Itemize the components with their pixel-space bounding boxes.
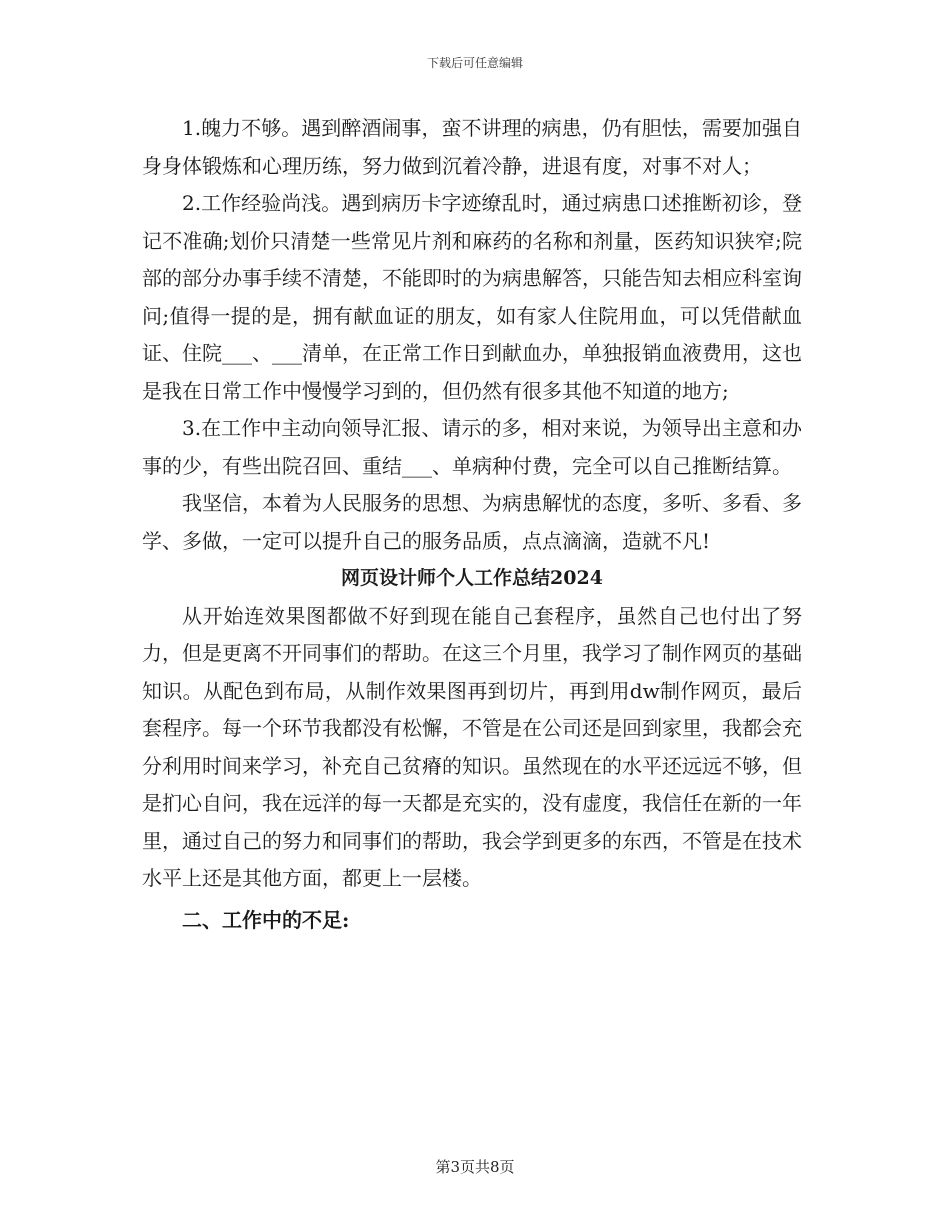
paragraph-item-1: 1.魄力不够。遇到醉酒闹事，蛮不讲理的病患，仍有胆怯，需要加强自身身体锻炼和心理历练，努力做到沉着冷静，进退有度，对事不对人； bbox=[142, 116, 802, 178]
paragraph-conclusion: 我坚信，本着为人民服务的思想、为病患解忧的态度，多听、多看、多学、多做，一定可以提升自己的服务品质，点点滴滴，造就不凡! bbox=[142, 491, 802, 553]
page-header-note: 下载后可任意编辑 bbox=[426, 56, 523, 70]
paragraph-item-2: 2.工作经验尚浅。遇到病历卡字迹缭乱时，通过病患口述推断初诊，登记不准确;划价只清楚一些常见片剂和麻药的名称和剂量，医药知识狭窄;院部的部分办事手续不清楚，不能即时的为病患解答，只能告知去相应科室询问;值得一提的是，拥有献血证的朋友，如有家人住院用血，可以凭借献血证、住院___、___清单，在正常工作日到献血办，单独报销血液费用，这也是我在日常工作中慢慢学习到的，但仍然有很多其他不知道的地方; bbox=[142, 191, 802, 403]
page-footer-number: 第3页共8页 bbox=[435, 1158, 515, 1176]
section-title: 网页设计师个人工作总结2024 bbox=[341, 567, 603, 589]
section-paragraph: 从开始连效果图都做不好到现在能自己套程序，虽然自己也付出了努力，但是更离不开同事们的帮助。在这三个月里，我学习了制作网页的基础知识。从配色到布局，从制作效果图再到切片，再到用dw制作网页，最后套程序。每一个环节我都没有松懈，不管是在公司还是回到家里，我都会充分利用时间来学习，补充自己贫瘠的知识。虽然现在的水平还远远不够，但是扪心自问，我在远洋的每一天都是充实的，没有虚度，我信任在新的一年里，通过自己的努力和同事们的帮助，我会学到更多的东西，不管是在技术水平上还是其他方面，都更上一层楼。 bbox=[142, 603, 802, 890]
paragraph-item-3: 3.在工作中主动向领导汇报、请示的多，相对来说，为领导出主意和办事的少，有些出院召回、重结___、单病种付费，完全可以自己推断结算。 bbox=[142, 416, 802, 478]
document-body bbox=[142, 110, 802, 939]
section-heading-shortcomings: 二、工作中的不足: bbox=[182, 907, 350, 932]
